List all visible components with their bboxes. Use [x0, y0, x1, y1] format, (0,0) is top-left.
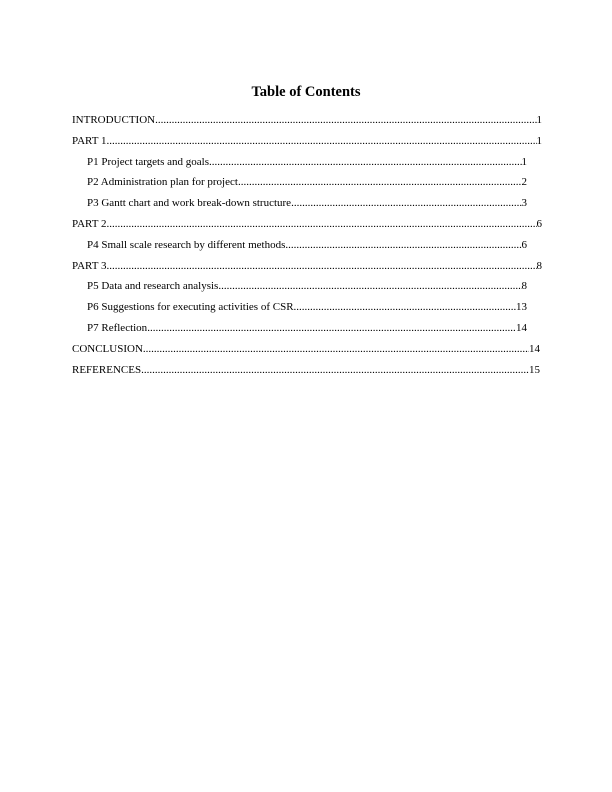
dot-leader — [141, 363, 529, 377]
toc-entry-p7[interactable] — [72, 321, 527, 342]
toc-entry-part-1[interactable] — [72, 134, 542, 155]
toc-entry-label: P3 Gantt chart and work break-down structure — [87, 197, 292, 210]
toc-entry-label: INTRODUCTION — [72, 114, 156, 126]
dot-leader — [294, 300, 516, 314]
toc-entry-label: P2 Administration plan for project — [87, 176, 238, 189]
dot-leader — [107, 134, 537, 148]
toc-entry-label: PART 3 — [72, 259, 107, 272]
dot-leader — [238, 175, 522, 189]
toc-page-number: 14 — [516, 321, 527, 334]
toc-page-number: 13 — [516, 301, 527, 314]
toc-entry-label: CONCLUSION — [72, 342, 143, 355]
toc-entry-references[interactable] — [72, 363, 540, 384]
toc-entry-introduction[interactable] — [72, 113, 542, 134]
toc-entry-part-2[interactable] — [72, 217, 542, 238]
toc-page-number: 6 — [521, 238, 527, 251]
toc-entry-p1[interactable] — [72, 155, 527, 176]
dot-leader — [107, 217, 537, 231]
toc-entry-p3[interactable] — [72, 196, 527, 217]
toc-page-number: 15 — [529, 363, 540, 376]
toc-entry-label: PART 1 — [72, 134, 107, 147]
toc-page-number: 6 — [536, 217, 542, 230]
toc-page-number: 3 — [521, 197, 527, 210]
toc-page-number: 1 — [536, 134, 542, 147]
dot-leader — [218, 279, 521, 293]
dot-leader — [107, 259, 537, 273]
toc-entry-label: P7 Reflection — [87, 321, 148, 334]
dot-leader — [209, 155, 522, 169]
toc-entry-label: P4 Small scale research by different methods — [87, 238, 286, 251]
toc-entry-p6[interactable] — [72, 300, 527, 321]
toc-entry-part-3[interactable] — [72, 259, 542, 280]
toc-page-number: 1 — [521, 155, 527, 168]
toc-entry-label: REFERENCES — [72, 363, 142, 376]
toc-list — [72, 113, 542, 383]
toc-entry-p4[interactable] — [72, 238, 527, 259]
toc-entry-conclusion[interactable] — [72, 342, 540, 363]
toc-entry-label: PART 2 — [72, 217, 107, 230]
dot-leader — [285, 238, 521, 252]
toc-entry-label: P5 Data and research analysis — [87, 280, 219, 293]
dot-leader — [147, 321, 516, 335]
toc-page-number: 1 — [536, 114, 542, 126]
toc-page-number: 2 — [521, 176, 527, 189]
toc-entry-label: P6 Suggestions for executing activities of CSR — [87, 301, 294, 314]
toc-page-number: 8 — [536, 259, 542, 272]
dot-leader — [155, 113, 536, 127]
toc-page-number: 14 — [529, 342, 540, 355]
toc-entry-p5[interactable] — [72, 279, 527, 300]
toc-entry-p2[interactable] — [72, 175, 527, 196]
dot-leader — [143, 342, 529, 356]
toc-title: Table of Contents — [251, 84, 361, 100]
toc-entry-label: P1 Project targets and goals — [87, 155, 209, 168]
toc-page-number: 8 — [521, 280, 527, 293]
dot-leader — [291, 196, 521, 210]
